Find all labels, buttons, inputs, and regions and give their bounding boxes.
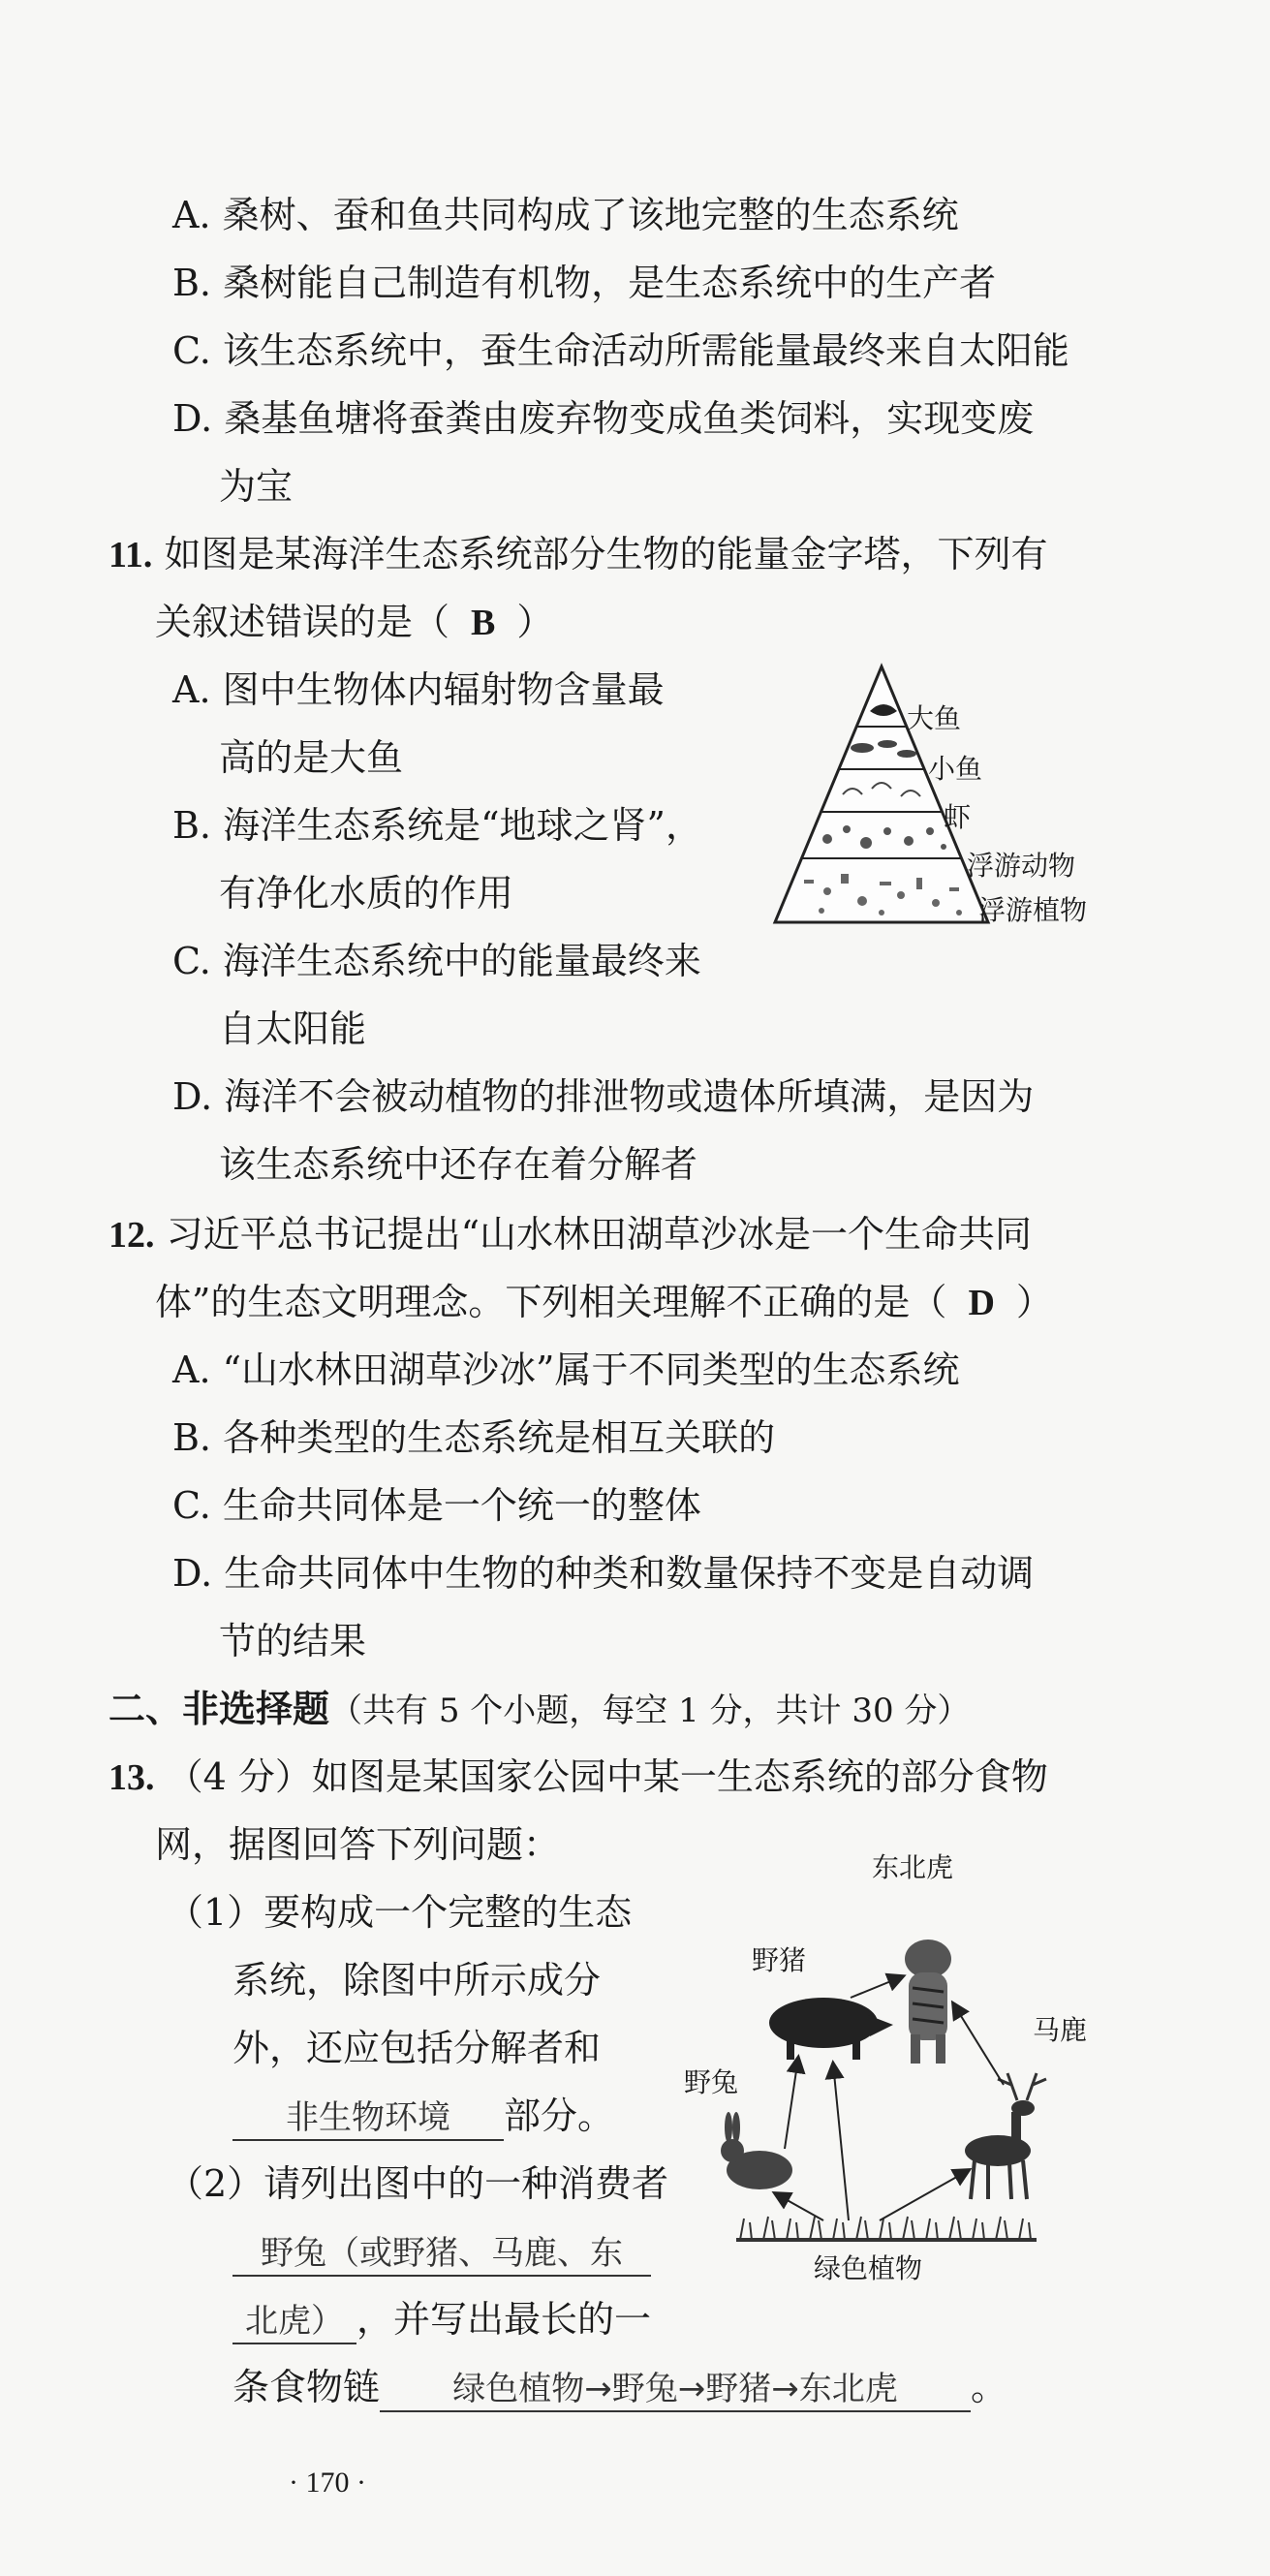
section-title: 二、非选择题 (108, 1688, 330, 1730)
web-label-deer: 马鹿 (1033, 2014, 1088, 2046)
q11-option-d-line1: D. 海洋不会被动植物的排泄物或遗体所填满，是因为 (172, 1075, 1035, 1118)
q12-number: 12. (108, 1215, 155, 1256)
page-number: · 170 · (289, 2467, 366, 2498)
pyramid-label-phytoplankton: 浮游植物 (978, 894, 1088, 926)
q11-stem1: 如图是某海洋生态系统部分生物的能量金字塔，下列有 (164, 533, 1048, 575)
food-web-figure (678, 1879, 1088, 2286)
q13-part1-line4 (232, 2091, 614, 2141)
q11-option-c-line1: C. 海洋生态系统中的能量最终来 (172, 940, 701, 982)
q11-option-c-line2: 自太阳能 (219, 1008, 367, 1050)
q10-option-d-line2: 为宝 (219, 465, 294, 508)
q11-stem2-post: ） (516, 601, 554, 643)
q12-option-c: C. 生命共同体是一个统一的整体 (172, 1484, 701, 1527)
q12-option-a: A. “山水林田湖草沙冰”属于不同类型的生态系统 (172, 1349, 960, 1391)
q13-part2-answer-a: 野兔（或野猪、马鹿、东 (232, 2232, 651, 2277)
q11-option-b-line1: B. 海洋生态系统是“地球之肾”， (172, 804, 702, 847)
section-note: （共有 5 个小题，每空 1 分，共计 30 分） (329, 1691, 971, 1730)
q13-part2-line1: （2）请列出图中的一种消费者 (167, 2162, 669, 2205)
web-label-plant: 绿色植物 (814, 2252, 923, 2284)
boar-icon (769, 1998, 893, 2060)
q12-stem2-post: ） (1015, 1281, 1053, 1323)
pyramid-label-small-fish: 小鱼 (928, 753, 983, 785)
q11-number: 11. (108, 535, 153, 575)
q11-stem-line2 (155, 597, 553, 648)
deer-icon (965, 2073, 1046, 2199)
q13-part2-line3 (232, 2294, 651, 2344)
q12-stem1: 习近平总书记提出“山水林田湖草沙冰是一个生命共同 (166, 1213, 1033, 1256)
q11-answer: B (471, 603, 496, 643)
section-heading (108, 1684, 970, 1736)
q13-stem-line1 (108, 1752, 1048, 1803)
q13-stem-line2: 网，据图回答下列问题： (155, 1823, 561, 1866)
q13-part1-suffix: 部分。 (504, 2095, 615, 2137)
q12-option-b: B. 各种类型的生态系统是相互关联的 (172, 1416, 776, 1459)
q13-part2-food-chain: 绿色植物→野兔→野猪→东北虎 (380, 2368, 971, 2412)
web-label-tiger: 东北虎 (872, 1851, 954, 1883)
q10-option-b: B. 桑树能自己制造有机物，是生态系统中的生产者 (172, 262, 997, 304)
tiger-icon (905, 1940, 951, 2064)
rabbit-icon (721, 2112, 792, 2189)
q10-option-d-line1: D. 桑基鱼塘将蚕粪由废弃物变成鱼类饲料，实现变废 (172, 397, 1035, 440)
web-label-boar: 野猪 (752, 1944, 807, 1976)
q10-option-a: A. 桑树、蚕和鱼共同构成了该地完整的生态系统 (172, 194, 959, 236)
q13-part1-answer: 非生物环境 (232, 2096, 504, 2141)
q13-part2-suffix: 。 (971, 2366, 1008, 2408)
q12-stem2-pre: 体”的生态文明理念。下列相关理解不正确的是（ (155, 1281, 947, 1323)
pyramid-label-shrimp: 虾 (944, 801, 972, 833)
q13-part1-line2: 系统，除图中所示成分 (232, 1959, 602, 2002)
pyramid-label-zooplankton: 浮游动物 (967, 850, 1076, 882)
q13-stem1: （4 分）如图是某国家公园中某一生态系统的部分食物 (166, 1755, 1048, 1798)
q13-part2-line2 (232, 2226, 651, 2277)
q12-option-d-line1: D. 生命共同体中生物的种类和数量保持不变是自动调 (172, 1552, 1035, 1595)
grass-icon (736, 2217, 1037, 2240)
q12-stem-line1 (108, 1209, 1032, 1260)
web-label-rabbit: 野兔 (684, 2066, 739, 2098)
q13-part2-answer-b: 北虎） (232, 2300, 356, 2344)
q12-option-d-line2: 节的结果 (219, 1620, 367, 1662)
q11-option-a-line1: A. 图中生物体内辐射物含量最 (172, 668, 665, 711)
q11-option-a-line2: 高的是大鱼 (219, 736, 404, 779)
q13-part2-text: ，并写出最长的一 (356, 2298, 652, 2341)
q11-option-b-line2: 有净化水质的作用 (219, 872, 514, 915)
q11-stem-line1 (108, 529, 1048, 580)
q10-option-c: C. 该生态系统中，蚕生命活动所需能量最终来自太阳能 (172, 329, 1069, 372)
q13-number: 13. (108, 1757, 155, 1798)
q13-part2-prefix: 条食物链 (232, 2366, 381, 2408)
q12-stem-line2 (155, 1277, 1053, 1328)
q11-stem2-pre: 关叙述错误的是（ (155, 601, 450, 643)
pyramid-label-big-fish: 大鱼 (907, 702, 962, 734)
q12-answer: D (968, 1283, 995, 1323)
q13-part1-line3: 外，还应包括分解者和 (232, 2027, 602, 2069)
q13-part2-line4 (232, 2362, 1007, 2412)
q13-part1-line1: （1）要构成一个完整的生态 (167, 1891, 633, 1934)
q11-option-d-line2: 该生态系统中还存在着分解者 (219, 1143, 698, 1186)
